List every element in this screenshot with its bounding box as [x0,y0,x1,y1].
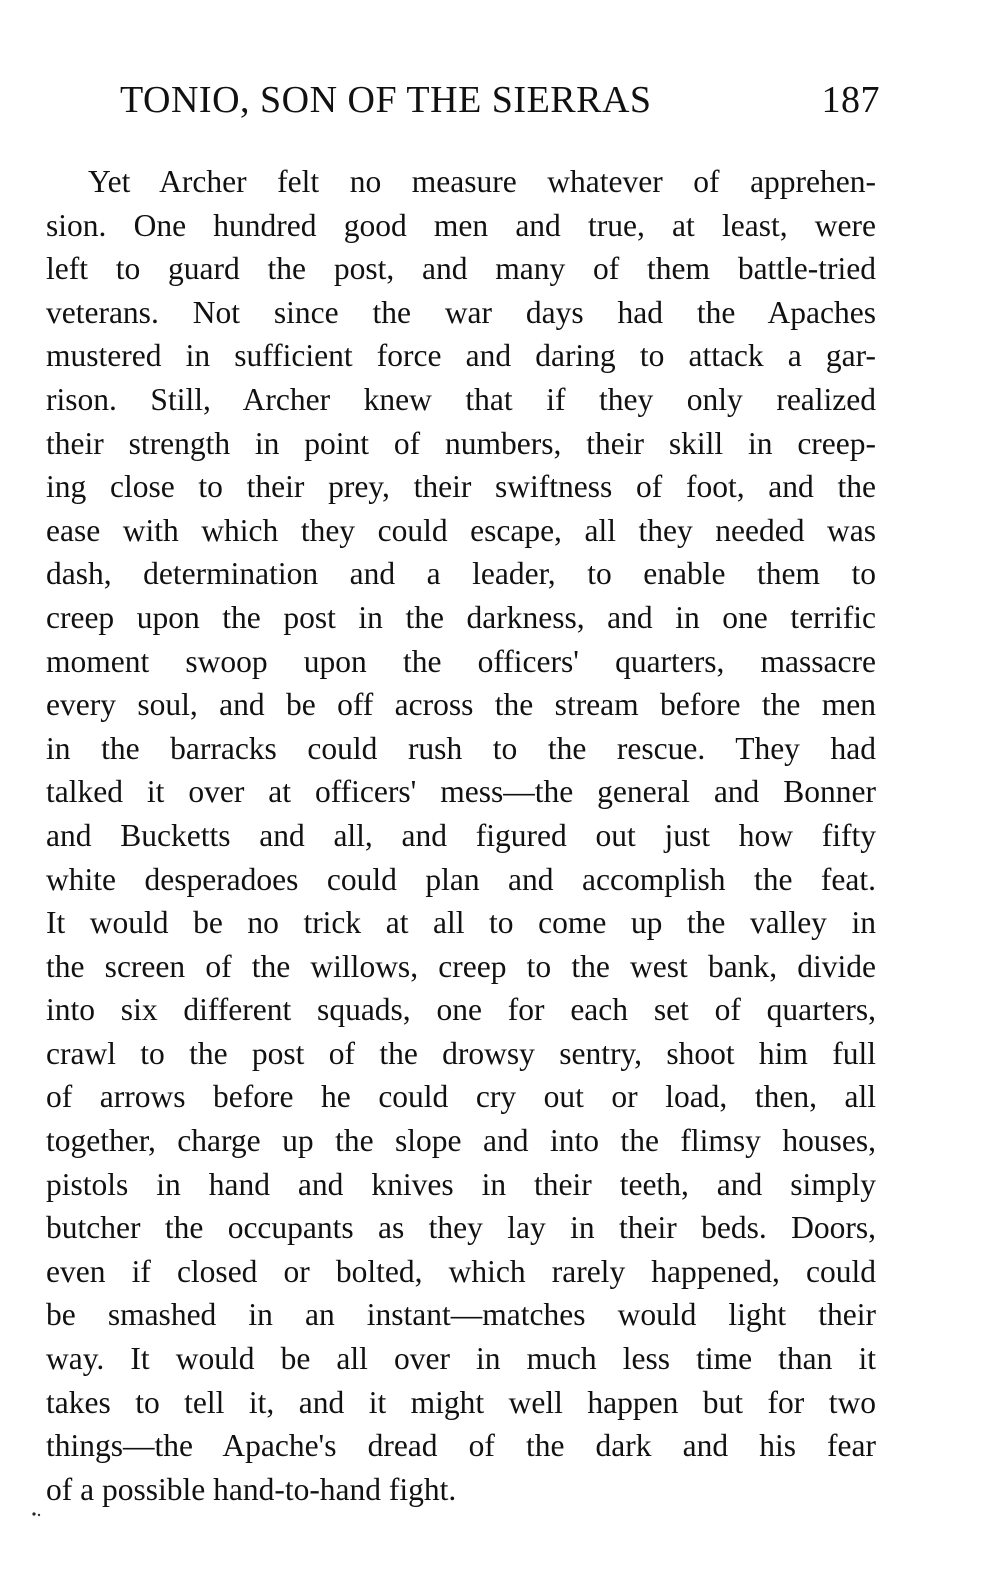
text-line: in the barracks could rush to the rescue. They had [46,730,876,766]
text-line: even if closed or bolted, which rarely happened, could [46,1253,876,1289]
text-line: takes to tell it, and it might well happen but for two [46,1384,876,1420]
text-line: rison. Still, Archer knew that if they only realized [46,381,876,417]
text-line: pistols in hand and knives in their teeth, and simply [46,1166,876,1202]
text-line: way. It would be all over in much less time than it [46,1341,876,1377]
text-line: left to guard the post, and many of them battle-tried [46,251,876,287]
text-line: butcher the occupants as they lay in their beds. Doors, [46,1210,876,1246]
text-line: ing close to their prey, their swiftness of foot, and the [46,469,876,505]
text-line: ease with which they could escape, all they needed was [46,512,876,548]
text-line: sion. One hundred good men and true, at least, were [46,207,876,243]
text-line: creep upon the post in the darkness, and in one terrific [46,599,876,635]
text-line: mustered in sufficient force and daring to attack a gar- [46,338,876,374]
running-head [120,78,880,128]
text-line: their strength in point of numbers, their skill in creep- [46,425,876,461]
page-number: 187 [821,79,880,121]
chapter-title: TONIO, SON OF THE SIERRAS [120,79,652,121]
text-line: together, charge up the slope and into the flimsy houses, [46,1123,876,1159]
text-line: veterans. Not since the war days had the Apaches [46,294,876,330]
text-line: and Bucketts and all, and figured out just how fifty [46,817,876,853]
ink-speck [30,1508,50,1520]
text-line: of arrows before he could cry out or load, then, all [46,1079,876,1115]
text-line: of a possible hand-to-hand fight. [46,1471,457,1507]
text-line: It would be no trick at all to come up the valley in [46,905,876,941]
text-line: the screen of the willows, creep to the west bank, divide [46,948,876,984]
text-line: be smashed in an instant—matches would light their [46,1297,876,1333]
text-line: into six different squads, one for each set of quarters, [46,992,876,1028]
text-line: white desperadoes could plan and accomplish the feat. [46,861,876,897]
text-line: Yet Archer felt no measure whatever of apprehen- [88,164,876,199]
text-line: crawl to the post of the drowsy sentry, shoot him full [46,1035,876,1071]
text-line: moment swoop upon the officers' quarters, massacre [46,643,876,679]
text-line: dash, determination and a leader, to enable them to [46,556,876,592]
body-text [46,160,876,1511]
text-line: talked it over at officers' mess—the general and Bonner [46,774,876,810]
text-line: things—the Apache's dread of the dark and his fear [46,1428,876,1464]
text-line: every soul, and be off across the stream before the men [46,687,876,723]
